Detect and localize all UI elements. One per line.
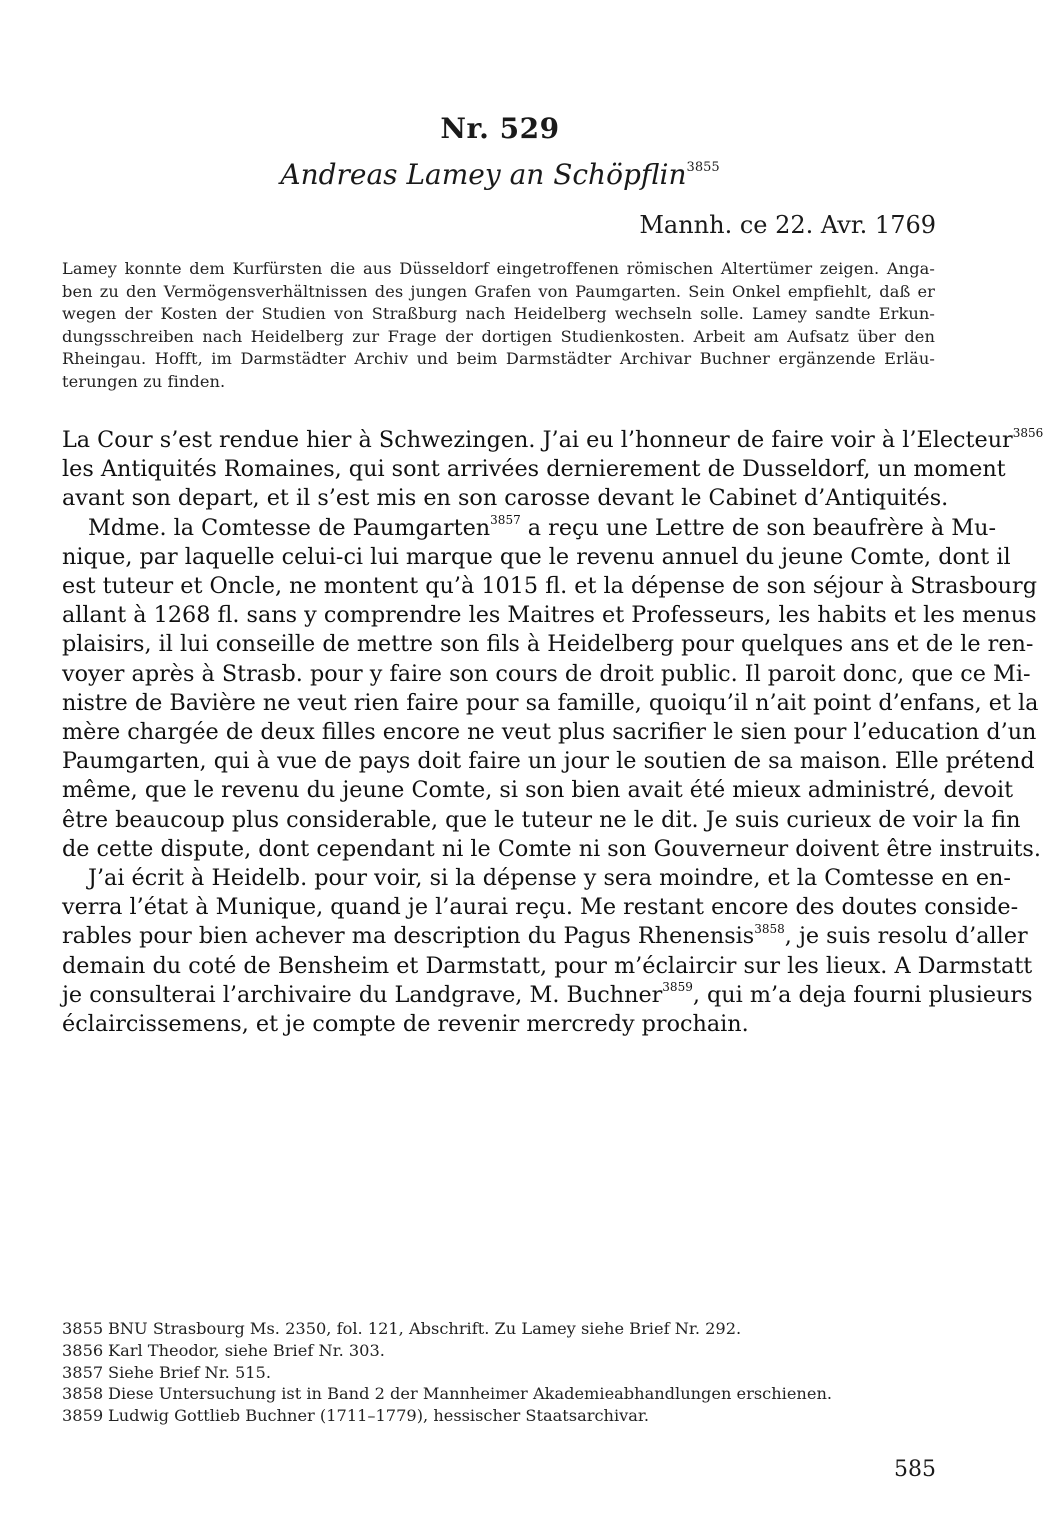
body-text: rables pour bien achever ma description du Pagus Rhenensis — [62, 923, 755, 950]
body-line: demain du coté de Bensheim et Darmstatt, pour m’éclaircir sur les lieux. A Darmstatt — [62, 952, 1033, 979]
summary — [62, 258, 935, 394]
page-number: 585 — [894, 1457, 936, 1482]
body-line: éclaircissemens, et je compte de revenir mercredy prochain. — [62, 1011, 749, 1038]
body-text: a reçu une Lettre de son beaufrère à Mu- — [520, 514, 996, 541]
date-line: Mannh. ce 22. Avr. 1769 — [639, 211, 936, 239]
body-line: verra l’état à Munique, quand je l’aurai reçu. Me restant encore des doutes conside- — [62, 894, 1019, 921]
footnote-number: 3855 — [62, 1319, 104, 1338]
body-line — [62, 922, 1028, 951]
body-line: nique, par laquelle celui-ci lui marque que le revenu annuel du jeune Comte, dont il — [62, 543, 1011, 570]
footnote — [62, 1383, 935, 1405]
body-line: allant à 1268 fl. sans y comprendre les Maitres et Professeurs, les habits et les menus — [62, 602, 1037, 629]
footnote-text: Siehe Brief Nr. 515. — [108, 1362, 271, 1382]
footnote — [62, 1362, 935, 1384]
body-line: est tuteur et Oncle, ne montent qu’à 1015 fl. et la dépense de son séjour à Strasbourg — [62, 573, 1037, 600]
footnote-ref: 3855 — [686, 159, 720, 175]
body-line: mère chargée de deux filles encore ne veut plus sacrifier le sien pour l’education d’un — [62, 719, 1037, 746]
body-text: , je suis resolu d’aller — [784, 923, 1028, 950]
letter-title — [0, 158, 1000, 191]
summary-line: wegen der Kosten der Studien von Straßburg nach Heidelberg wechseln solle. Lamey sandte Erkun- — [62, 304, 935, 324]
summary-line: Rheingau. Hofft, im Darmstädter Archiv und beim Darmstädter Archivar Buchner ergänzende Erläu- — [62, 349, 935, 369]
letter-body — [62, 425, 1043, 1039]
summary-line: dungsschreiben nach Heidelberg zur Frage der dortigen Studienkosten. Arbeit am Aufsatz über den — [62, 326, 935, 346]
letter-title-text: Andreas Lamey an Schöpflin — [280, 158, 687, 191]
body-line: avant son depart, et il s’est mis en son carosse devant le Cabinet d’Antiquités. — [62, 485, 949, 512]
body-text: je consulterai l’archivaire du Landgrave, M. Buchner — [62, 981, 663, 1008]
body-line: plaisirs, il lui conseille de mettre son fils à Heidelberg pour quelques ans et de le ren- — [62, 631, 1034, 658]
footnote-text: Ludwig Gottlieb Buchner (1711–1779), hessischer Staatsarchivar. — [108, 1406, 650, 1426]
footnote — [62, 1340, 935, 1362]
body-line — [62, 980, 1033, 1010]
body-line: de cette dispute, dont cependant ni le Comte ni son Gouverneur doivent être instruits. — [62, 835, 1041, 862]
footnote — [62, 1405, 935, 1427]
footnote-text: Diese Untersuchung ist in Band 2 der Mannheimer Akademieabhandlungen erschienen. — [108, 1384, 833, 1404]
body-line: Paumgarten, qui à vue de pays doit faire un jour le soutien de sa maison. Elle prétend — [62, 748, 1035, 775]
summary-line: terungen zu finden. — [62, 371, 226, 391]
body-line: les Antiquités Romaines, qui sont arrivées dernierement de Dusseldorf, un moment — [62, 456, 1006, 483]
body-line — [62, 513, 996, 543]
body-line: être beaucoup plus considerable, que le tuteur ne le dit. Je suis curieux de voir la fin — [62, 806, 1021, 833]
summary-line: ben zu den Vermögensverhältnissen des jungen Grafen von Paumgarten. Sein Onkel empfiehlt, daß er — [62, 281, 935, 301]
body-line — [62, 425, 1043, 455]
footnote — [62, 1318, 935, 1340]
footnote-ref: 3859 — [662, 980, 693, 995]
body-text: La Cour s’est rendue hier à Schwezingen. J’ai eu l’honneur de faire voir à l’Electeur — [62, 427, 1013, 453]
body-text: Mdme. la Comtesse de Paumgarten — [88, 514, 491, 541]
footnote-number: 3859 — [62, 1406, 104, 1426]
footnote-ref: 3856 — [1012, 425, 1043, 440]
footnote-ref: 3858 — [754, 922, 785, 937]
footnote-number: 3858 — [62, 1384, 104, 1404]
body-line: voyer après à Strasb. pour y faire son cours de droit public. Il paroit donc, que ce Mi- — [62, 660, 1031, 687]
body-text: , qui m’a deja fourni plusieurs — [692, 981, 1033, 1008]
body-line: même, que le revenu du jeune Comte, si son bien avait été mieux administré, devoit — [62, 777, 1014, 804]
summary-line: Lamey konnte dem Kurfürsten die aus Düsseldorf eingetroffenen römischen Altertümer zeigen. Anga- — [62, 259, 935, 278]
footnote-number: 3856 — [62, 1340, 104, 1360]
body-line: nistre de Bavière ne veut rien faire pour sa famille, quoiqu’il n’ait point d’enfans, et la — [62, 689, 1039, 716]
letter-number: Nr. 529 — [440, 112, 560, 145]
footnote-text: Karl Theodor, siehe Brief Nr. 303. — [108, 1340, 385, 1360]
footnote-text: BNU Strasbourg Ms. 2350, fol. 121, Abschrift. Zu Lamey siehe Brief Nr. 292. — [108, 1319, 742, 1338]
footnotes — [62, 1318, 935, 1427]
body-line: J’ai écrit à Heidelb. pour voir, si la dépense y sera moindre, et la Comtesse en en- — [88, 865, 1011, 892]
footnote-ref: 3857 — [490, 513, 521, 528]
footnote-number: 3857 — [62, 1362, 104, 1382]
